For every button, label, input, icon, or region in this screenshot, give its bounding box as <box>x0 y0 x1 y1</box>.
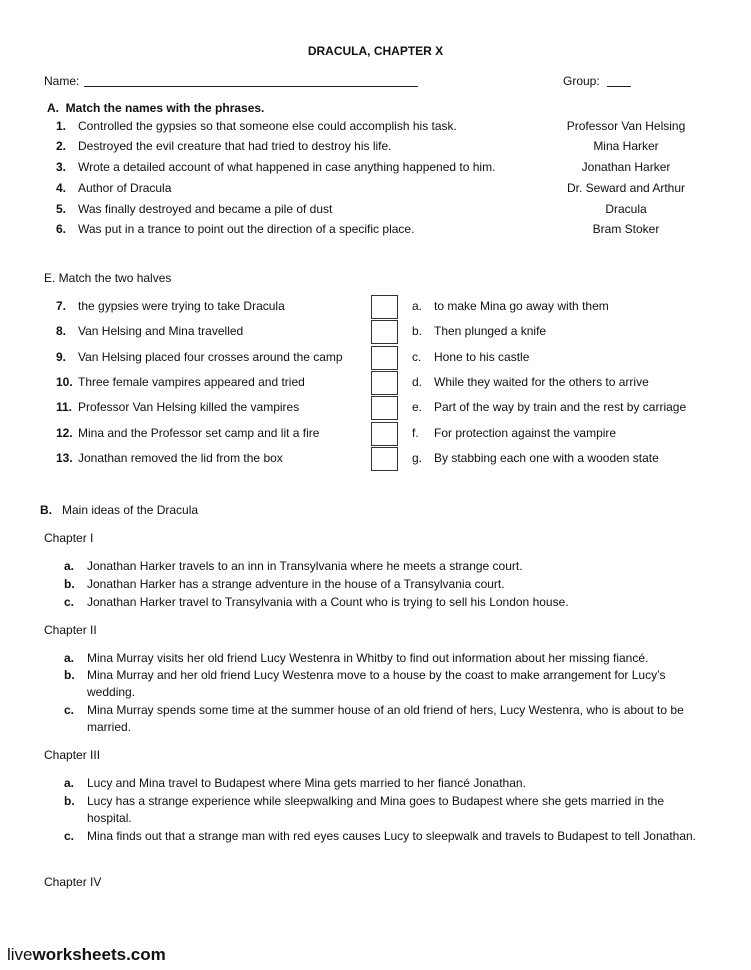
answer-option[interactable]: Jonathan Harker <box>581 160 671 174</box>
item-number: 3. <box>56 160 67 174</box>
item-number: 13. <box>56 451 73 465</box>
item-text: Van Helsing and Mina travelled <box>78 324 244 338</box>
ending-text: Part of the way by train and the rest by carriage <box>434 400 687 414</box>
item-text: Professor Van Helsing killed the vampires <box>78 400 300 414</box>
logo-worksheets: worksheets <box>32 945 127 964</box>
option-letter: b. <box>64 794 75 808</box>
section-a-title: Match the names with the phrases. <box>65 101 265 115</box>
answer-option[interactable]: Professor Van Helsing <box>566 119 686 133</box>
half-sentence <box>56 299 285 313</box>
section-e-heading: E. Match the two halves <box>44 271 172 285</box>
item-number: 10. <box>56 375 73 389</box>
item-text: Was put in a trance to point out the direction of a specific place. <box>78 222 415 236</box>
section-a-item <box>56 202 332 216</box>
ending-text: Then plunged a knife <box>434 324 547 338</box>
item-text: Destroyed the evil creature that had tried to destroy his life. <box>78 139 392 153</box>
option-text: Jonathan Harker travels to an inn in Transylvania where he meets a strange court. <box>87 559 523 573</box>
worksheet-title: DRACULA, CHAPTER X <box>307 44 444 58</box>
half-sentence <box>56 375 305 389</box>
option-letter: c. <box>64 829 75 843</box>
name-input-line[interactable] <box>84 86 418 87</box>
option-letter: a. <box>64 651 75 665</box>
half-sentence <box>56 324 243 338</box>
answer-box[interactable] <box>371 396 398 420</box>
ending-option <box>412 375 649 389</box>
option-letter: c. <box>64 703 75 717</box>
item-text: the gypsies were trying to take Dracula <box>78 299 285 313</box>
half-sentence <box>56 426 319 440</box>
section-a-item <box>56 160 495 174</box>
ending-letter: f. <box>412 426 419 440</box>
ending-text: By stabbing each one with a wooden state <box>434 451 659 465</box>
option-text: Lucy has a strange experience while sleepwalking and Mina goes to Budapest where she gets married in the hospital. <box>87 794 665 825</box>
ending-letter: g. <box>412 451 423 465</box>
option-text: Mina Murray spends some time at the summer house of an old friend of hers, Lucy Westenra, who is about to be married. <box>87 703 684 734</box>
logo-live: live <box>7 945 33 964</box>
ending-option <box>412 400 686 414</box>
item-number: 4. <box>56 181 67 195</box>
section-a-item <box>56 181 171 195</box>
chapter-option[interactable] <box>64 775 704 792</box>
section-a-item <box>56 222 414 236</box>
answer-option[interactable]: Dr. Seward and Arthur <box>566 181 686 195</box>
half-sentence <box>56 400 299 414</box>
chapter-option[interactable] <box>64 576 704 593</box>
item-text: Mina and the Professor set camp and lit a fire <box>78 426 320 440</box>
ending-text: Hone to his castle <box>434 350 530 364</box>
ending-letter: a. <box>412 299 423 313</box>
item-text: Wrote a detailed account of what happened in case anything happened to him. <box>78 160 496 174</box>
option-text: Lucy and Mina travel to Budapest where Mina gets married to her fiancé Jonathan. <box>87 776 526 790</box>
item-number: 12. <box>56 426 73 440</box>
option-text: Mina Murray visits her old friend Lucy Westenra in Whitby to find out information about her missing fiancé. <box>87 651 649 665</box>
half-sentence <box>56 350 343 364</box>
ending-option <box>412 324 546 338</box>
ending-option <box>412 451 659 465</box>
ending-letter: d. <box>412 375 423 389</box>
item-number: 8. <box>56 324 67 338</box>
option-letter: a. <box>64 776 75 790</box>
chapter-title: Chapter III <box>44 748 101 762</box>
item-number: 7. <box>56 299 67 313</box>
chapter-title: Chapter II <box>44 623 97 637</box>
item-text: Author of Dracula <box>78 181 172 195</box>
section-b-title: Main ideas of the Dracula <box>62 503 199 517</box>
answer-box[interactable] <box>371 320 398 344</box>
chapter-option[interactable] <box>64 558 704 575</box>
answer-option[interactable]: Dracula <box>605 202 647 216</box>
item-number: 5. <box>56 202 67 216</box>
ending-letter: b. <box>412 324 423 338</box>
item-text: Controlled the gypsies so that someone else could accomplish his task. <box>78 119 457 133</box>
ending-text: to make Mina go away with them <box>434 299 609 313</box>
chapter-title: Chapter IV <box>44 875 102 889</box>
answer-box[interactable] <box>371 346 398 370</box>
answer-box[interactable] <box>371 295 398 319</box>
name-label: Name: <box>44 74 80 88</box>
item-text: Was finally destroyed and became a pile of dust <box>78 202 333 216</box>
chapter-option[interactable] <box>64 594 704 611</box>
item-number: 11. <box>56 400 73 414</box>
liveworksheets-logo <box>7 945 166 965</box>
section-a-heading <box>47 101 264 115</box>
option-text: Jonathan Harker has a strange adventure in the house of a Transylvania court. <box>87 577 505 591</box>
option-text: Jonathan Harker travel to Transylvania with a Count who is trying to sell his London house. <box>87 595 569 609</box>
chapter-option[interactable] <box>64 650 704 667</box>
option-text: Mina Murray and her old friend Lucy Westenra move to a house by the coast to make arrangement for Lucy’s wedding. <box>87 668 666 699</box>
logo-tail: .com <box>126 945 166 964</box>
section-b-heading <box>40 503 198 517</box>
answer-option[interactable]: Bram Stoker <box>592 222 660 236</box>
answer-option[interactable]: Mina Harker <box>593 139 659 153</box>
ending-option <box>412 299 609 313</box>
section-a-letter: A. <box>47 101 59 115</box>
item-number: 2. <box>56 139 67 153</box>
item-number: 6. <box>56 222 67 236</box>
item-number: 9. <box>56 350 67 364</box>
option-letter: c. <box>64 595 75 609</box>
group-label: Group: <box>563 74 600 88</box>
section-b-letter: B. <box>40 503 52 517</box>
ending-option <box>412 350 529 364</box>
ending-text: While they waited for the others to arrive <box>434 375 649 389</box>
answer-box[interactable] <box>371 371 398 395</box>
option-letter: b. <box>64 577 75 591</box>
chapter-option[interactable] <box>64 702 704 736</box>
item-number: 1. <box>56 119 67 133</box>
item-text: Jonathan removed the lid from the box <box>78 451 283 465</box>
option-letter: b. <box>64 668 75 682</box>
chapter-option[interactable] <box>64 793 704 827</box>
answer-box[interactable] <box>371 422 398 446</box>
item-text: Three female vampires appeared and tried <box>78 375 305 389</box>
section-a-item <box>56 119 457 133</box>
ending-letter: c. <box>412 350 422 364</box>
half-sentence <box>56 451 283 465</box>
item-text: Van Helsing placed four crosses around the camp <box>78 350 343 364</box>
ending-letter: e. <box>412 400 423 414</box>
section-a-item <box>56 139 392 153</box>
chapter-title: Chapter I <box>44 531 94 545</box>
answer-box[interactable] <box>371 447 398 471</box>
chapter-option[interactable] <box>64 828 704 845</box>
option-text: Mina finds out that a strange man with red eyes causes Lucy to sleepwalk and travels to Budapest to tell Jonathan. <box>87 829 697 843</box>
group-input-line[interactable] <box>607 86 631 87</box>
ending-text: For protection against the vampire <box>434 426 617 440</box>
option-letter: a. <box>64 559 75 573</box>
ending-option <box>412 426 616 440</box>
chapter-option[interactable] <box>64 667 704 701</box>
